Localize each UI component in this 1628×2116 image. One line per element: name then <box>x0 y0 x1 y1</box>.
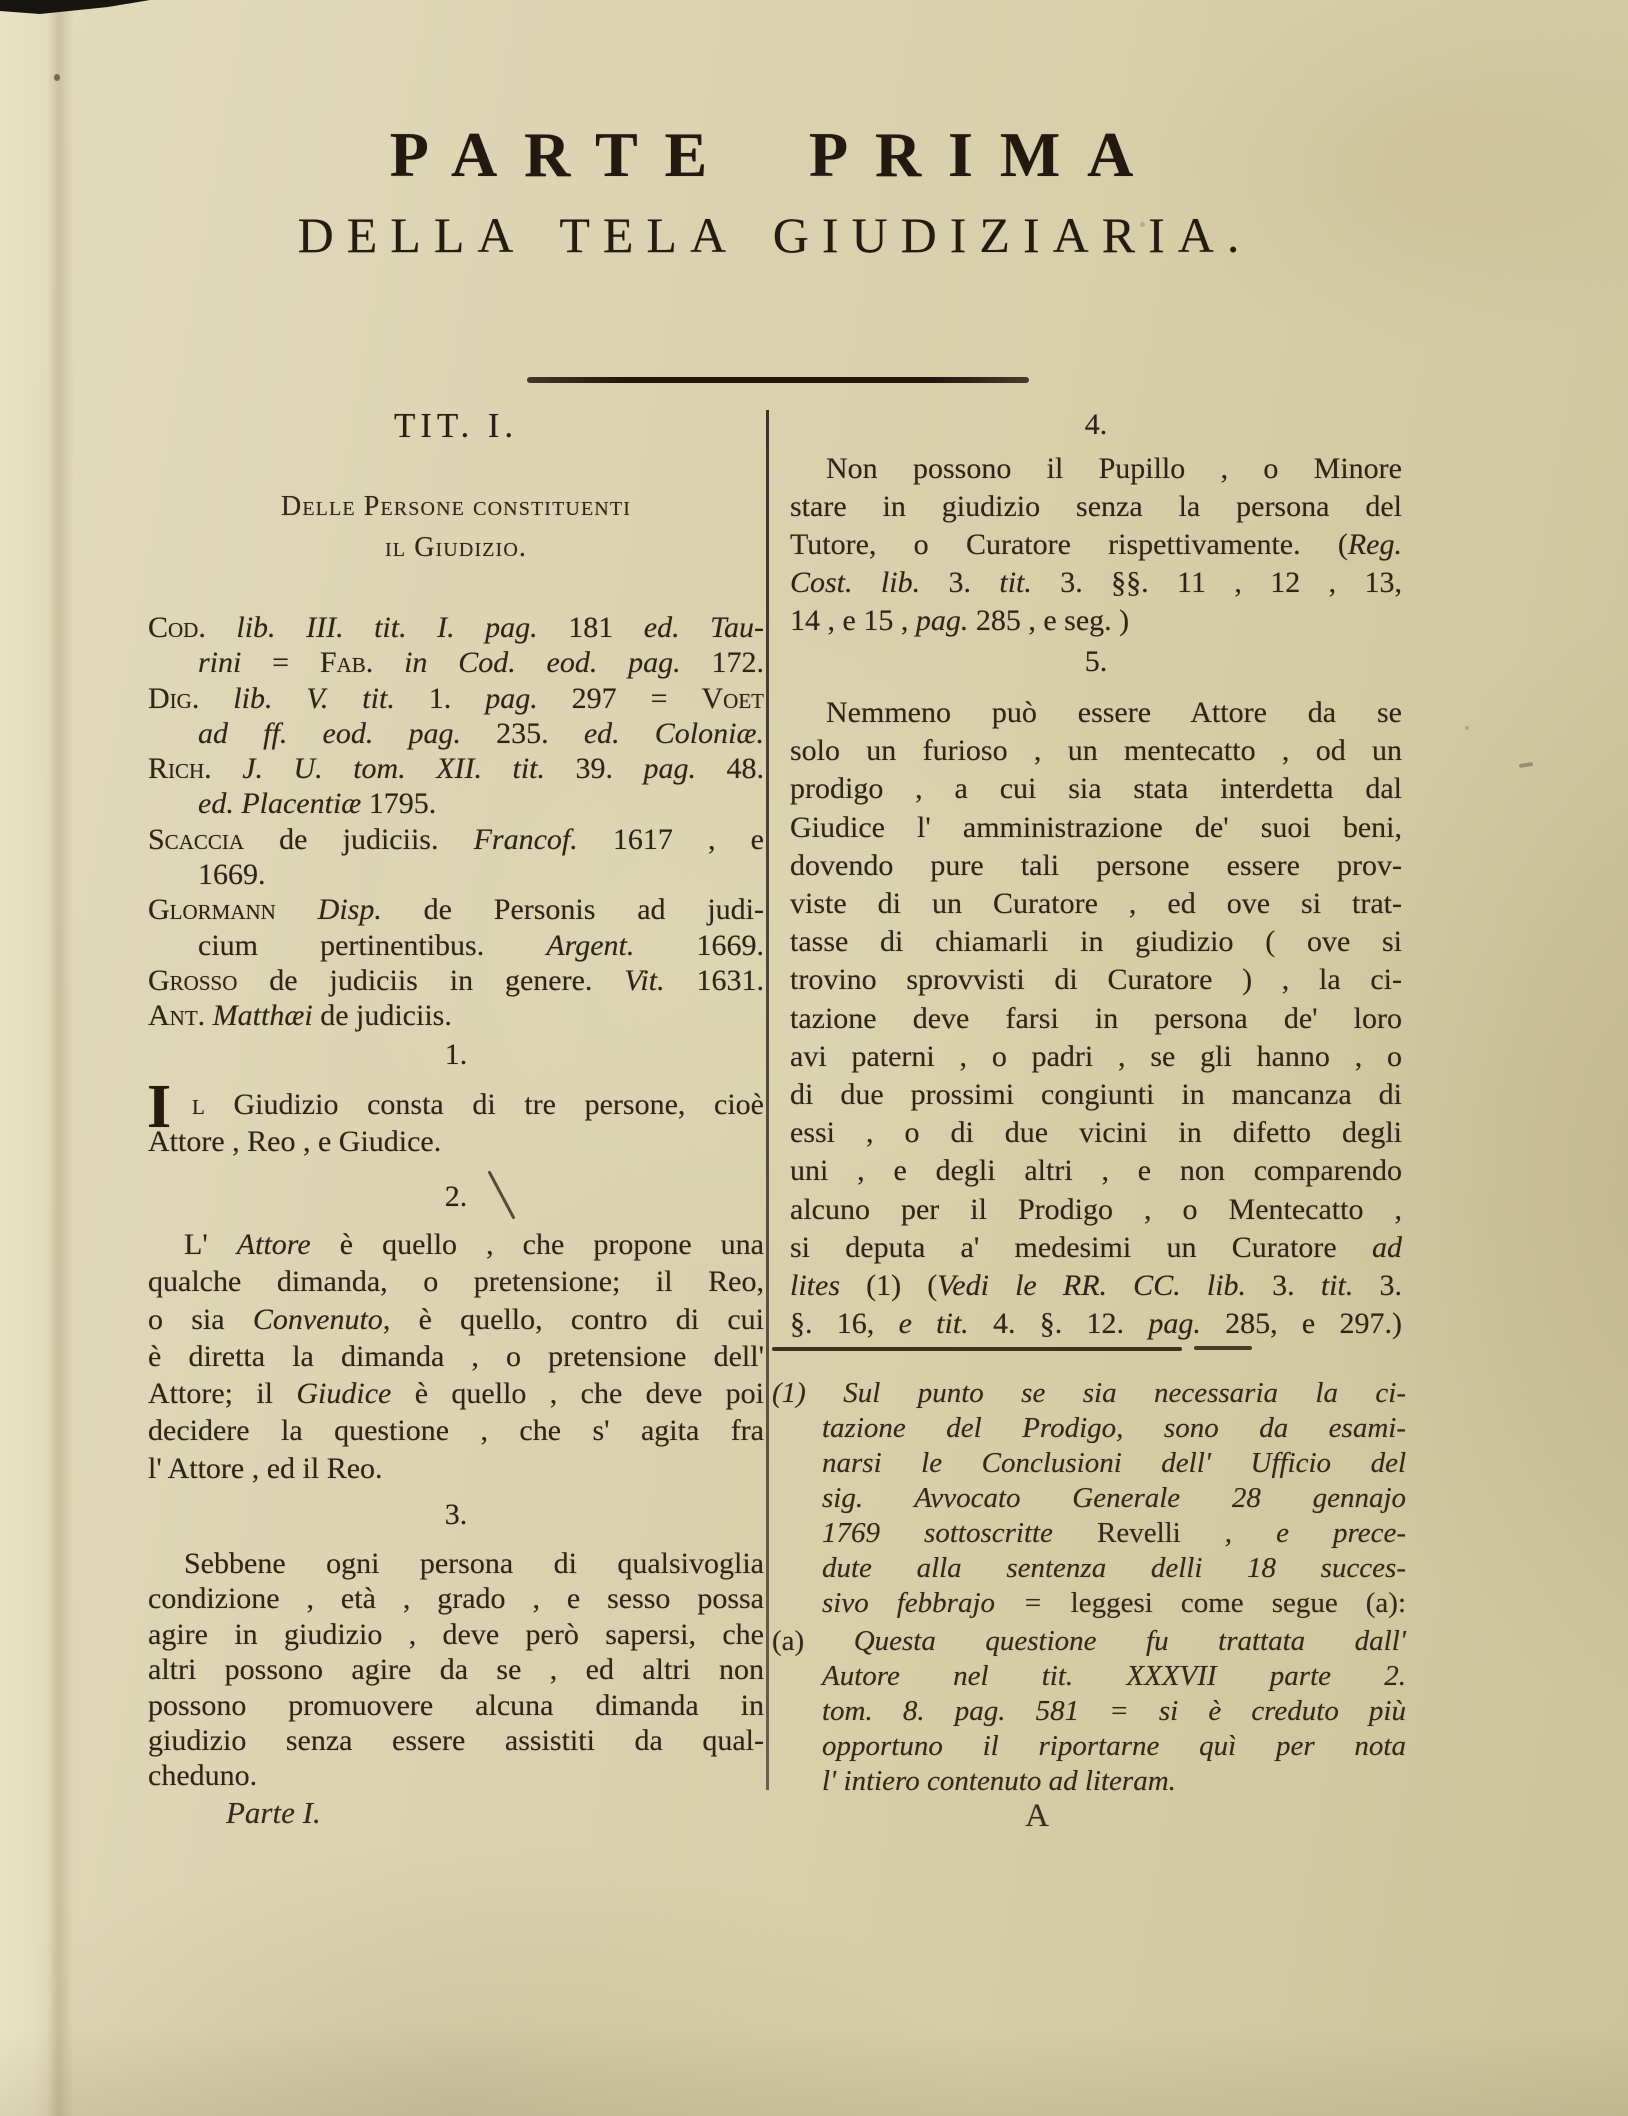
page-bottom-shadow <box>0 2026 1628 2116</box>
part-title: PARTE PRIMA <box>389 119 1161 190</box>
bibliography-block: Cod. lib. III. tit. I. pag. 181 ed. Tau- rini = Fab. in Cod. eod. pag. 172. Dig. lib. V. tit. 1. pag. 297 = Voet ad ff. eod. pag. 235. ed. Coloniæ. Rich. J. U. tom. XII. tit. 39. pag. 48. ed. Placentiæ 1795. Scaccia de judiciis. Francof. 1617 , e 1669. Glormann Disp. de Personis ad judi- cium pertinentibus. Argent. 1669. Grosso de judiciis in genere. Vit. 1631. Ant. Matthæi de judiciis. <box>148 611 765 1033</box>
title-number-heading: TIT. I. <box>393 406 519 445</box>
page-fold-shadow <box>48 0 74 2116</box>
signature-mark: A <box>1025 1798 1049 1834</box>
footnote-rule-dash <box>1194 1346 1252 1350</box>
section-number-4: 4. <box>1084 408 1108 441</box>
section-number-2: 2. <box>444 1180 468 1213</box>
section-number-5: 5. <box>1084 645 1108 678</box>
paper-speck <box>1465 726 1469 730</box>
footnote-1: (1) Sul punto se sia necessaria la ci- tazione del Prodigo, sono da esami- narsi le Conclusioni dell' Ufficio del sig. Avvocato Generale 28 gennajo 1769 sottoscritte Revelli , e prece- dute alla sentenza delli 18 succes- sivo febbrajo = leggesi come segue (a): <box>772 1377 1406 1619</box>
paragraph-3: Sebbene ogni persona di qualsivoglia condizione , età , grado , e sesso possa agire in giudizio , deve però sapersi, che altri possono agire da se , ed altri non possono promuovere alcuna dimanda in giudizio senza essere assistiti da qual- cheduno. <box>148 1547 764 1793</box>
footnote-a: (a) Questa questione fu trattata dall' Autore nel tit. XXXVII parte 2. tom. 8. pag. 581 = si è creduto più opportuno il riportarne quì per nota l' intiero contenuto ad literam. <box>772 1625 1406 1797</box>
footnote-rule <box>772 1347 1182 1351</box>
catchword-parte: Parte I. <box>226 1795 321 1830</box>
paragraph-1: l Giudizio consta di tre persone, cioè Attore , Reo , e Giudice. <box>148 1088 764 1158</box>
column-divider-rule <box>766 410 769 1790</box>
title-divider-rule <box>527 377 1029 383</box>
section-number-3: 3. <box>444 1498 468 1531</box>
chapter-subtitle: Delle Persone constituenti il Giudizio. <box>281 491 631 563</box>
section-number-1: 1. <box>444 1038 468 1071</box>
paragraph-4: Non possono il Pupillo , o Minore stare in giudizio senza la persona del Tutore, o Curatore rispettivamente. (Reg. Cost. lib. 3. tit. 3. §§. 11 , 12 , 13, 14 , e 15 , pag. 285 , e seg. ) <box>790 452 1403 637</box>
paragraph-5: Nemmeno può essere Attore da se solo un furioso , un mentecatto , od un prodigo , a cui sia stata interdetta dal Giudice l' amministrazione de' suoi beni, dovendo pure tali persone essere prov- viste di un Curatore , ed ove si trat- tasse di chiamarli in giudizio ( ove si trovino sprovvisti di Curatore ) , la ci- tazione deve farsi in persona de' loro avi paterni , o padri , se gli hanno , o di due prossimi congiunti in mancanza di essi , o di due vicini in difetto degli uni , e degli altri , e non comparendo alcuno per il Prodigo , o Mentecatto , si deputa a' medesimi un Curatore ad lites (1) (Vedi le RR. CC. lib. 3. tit. 3. §. 16, e tit. 4. §. 12. pag. 285, e 297.) <box>790 696 1403 1341</box>
part-subtitle: DELLA TELA GIUDIZIARIA. <box>297 207 1253 263</box>
paper-speck <box>1519 762 1533 768</box>
paragraph-2: L' Attore è quello , che propone una qualche dimanda, o pretensione; il Reo, o sia Convenuto, è quello, contro di cui è diretta la dimanda , o pretensione dell' Attore; il Giudice è quello , che deve poi decidere la questione , che s' agita fra l' Attore , ed il Reo. <box>148 1228 764 1485</box>
page-left-edge <box>0 0 52 2116</box>
initial-dropcap: I <box>147 1073 172 1141</box>
paper-speck <box>54 74 60 81</box>
